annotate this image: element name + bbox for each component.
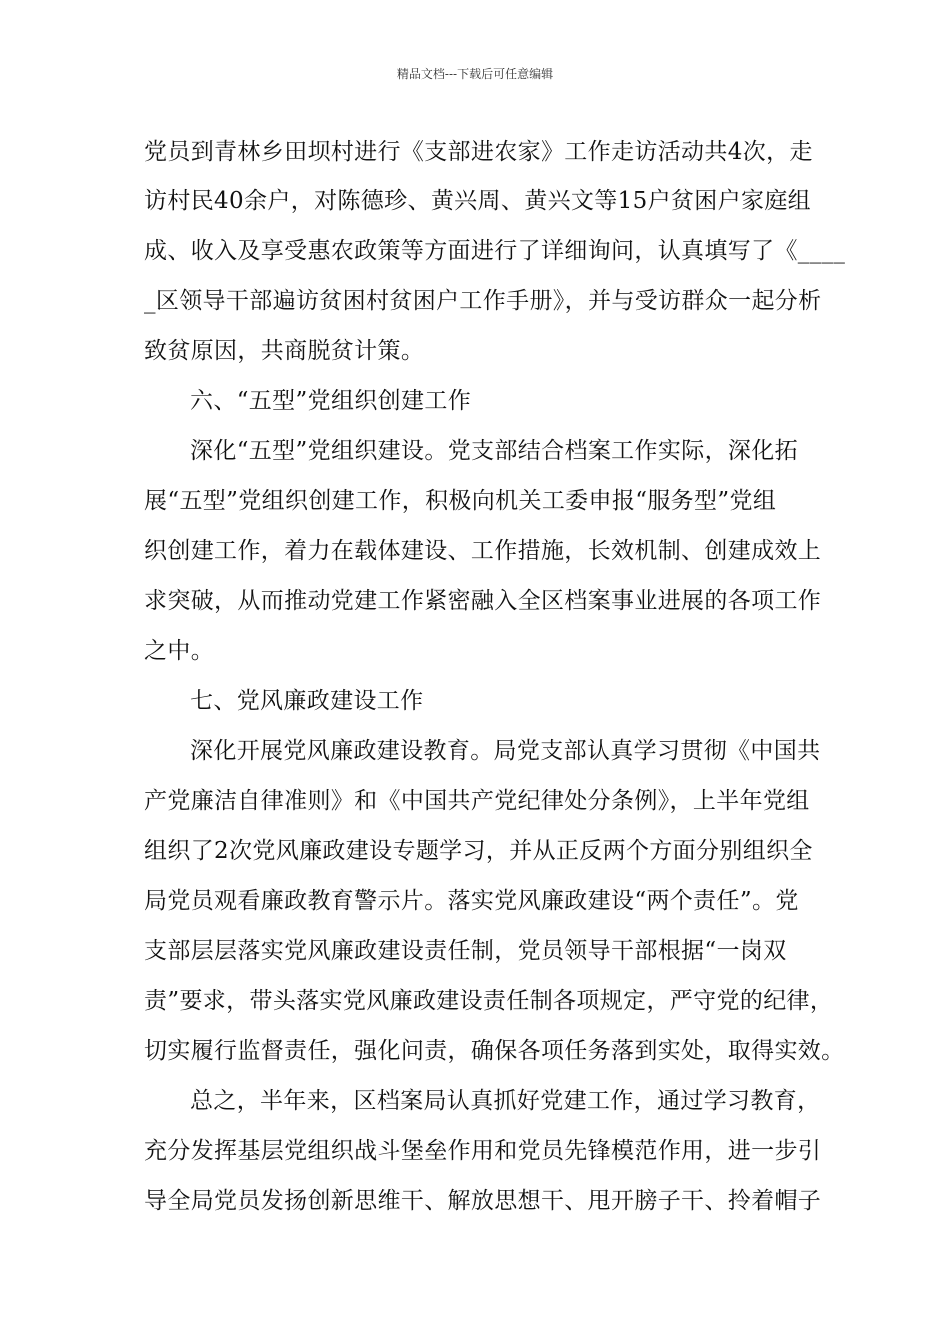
text-line: 党员到青林乡田坝村进行《支部进农家》工作走访活动共4次，走 <box>144 139 813 165</box>
text-line: 展“五型”党组织创建工作，积极向机关工委申报“服务型”党组 <box>144 488 777 514</box>
text-line: 访村民40余户，对陈德珍、黄兴周、黄兴文等15户贫困户家庭组 <box>144 188 812 214</box>
section-heading: 七、党风廉政建设工作 <box>190 688 424 714</box>
text-line: 致贫原因，共商脱贫计策。 <box>144 338 425 364</box>
paragraph-start-line: 深化“五型”党组织建设。党支部结合档案工作实际，深化拓 <box>190 438 798 464</box>
text-line: 织创建工作，着力在载体建设、工作措施，长效机制、创建成效上 <box>144 538 822 564</box>
section-heading: 六、“五型”党组织创建工作 <box>190 388 472 414</box>
text-line: _区领导干部遍访贫困村贫困户工作手册》，并与受访群众一起分析 <box>144 288 822 314</box>
text-line: 责”要求，带头落实党风廉政建设责任制各项规定，严守党的纪律， <box>144 988 834 1014</box>
paragraph-start-line: 总之，半年来，区档案局认真抓好党建工作，通过学习教育， <box>190 1088 821 1114</box>
text-line: 支部层层落实党风廉政建设责任制，党员领导干部根据“一岗双 <box>144 938 787 964</box>
text-line: 之中。 <box>144 638 215 664</box>
paragraph-start-line: 深化开展党风廉政建设教育。局党支部认真学习贯彻《中国共 <box>190 738 821 764</box>
text-line: 求突破，从而推动党建工作紧密融入全区档案事业进展的各项工作 <box>144 588 822 614</box>
text-line: 成、收入及享受惠农政策等方面进行了详细询问，认真填写了《____ <box>144 238 846 264</box>
text-line: 导全局党员发扬创新思维干、解放思想干、甩开膀子干、拎着帽子 <box>144 1188 822 1214</box>
page-header: 精品文档---下载后可任意编辑 <box>396 67 554 81</box>
text-line: 充分发挥基层党组织战斗堡垒作用和党员先锋模范作用，进一步引 <box>144 1138 822 1164</box>
text-line: 产党廉洁自律准则》和《中国共产党纪律处分条例》，上半年党组 <box>144 788 810 814</box>
text-line: 组织了2次党风廉政建设专题学习，并从正反两个方面分别组织全 <box>144 838 813 864</box>
text-line: 局党员观看廉政教育警示片。落实党风廉政建设“两个责任”。党 <box>144 888 799 914</box>
text-line: 切实履行监督责任，强化问责，确保各项任务落到实处，取得实效。 <box>144 1038 845 1064</box>
